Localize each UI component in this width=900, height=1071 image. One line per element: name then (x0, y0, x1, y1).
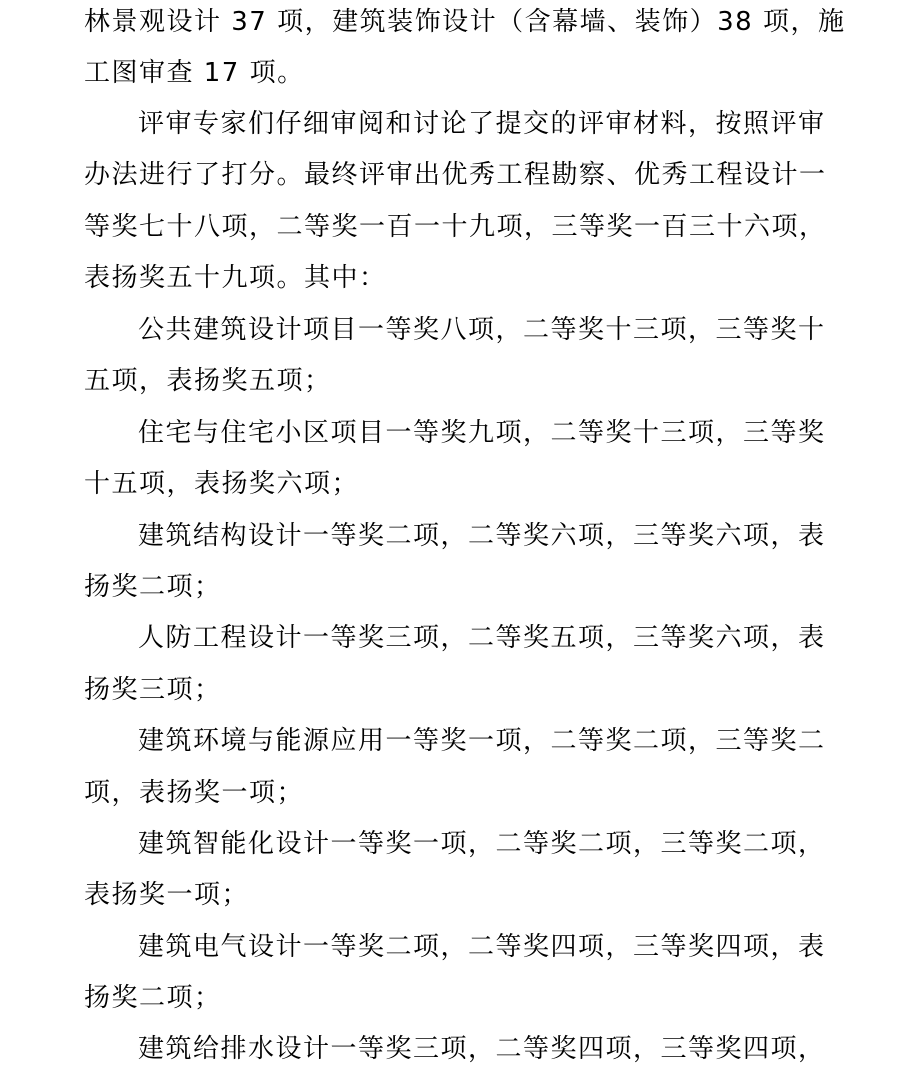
text-line: 表扬奖五十九项。其中： (84, 263, 387, 293)
text-line: 建筑智能化设计一等奖一项，二等奖二项，三等奖二项， (138, 829, 826, 859)
text-line: 建筑结构设计一等奖二项，二等奖六项，三等奖六项，表 (138, 521, 826, 551)
text-line: 扬奖二项； (84, 983, 222, 1013)
text-line: 表扬奖一项； (84, 880, 250, 910)
text-line: 建筑环境与能源应用一等奖一项，二等奖二项，三等奖二 (138, 726, 826, 756)
text-line: 办法进行了打分。最终评审出优秀工程勘察、优秀工程设计一 (84, 160, 827, 190)
text-line: 项，表扬奖一项； (84, 778, 305, 808)
text-line: 评审专家们仔细审阅和讨论了提交的评审材料，按照评审 (138, 109, 826, 139)
text-line: 扬奖二项； (84, 572, 222, 602)
text-line: 五项，表扬奖五项； (84, 366, 332, 396)
text-line: 建筑电气设计一等奖二项，二等奖四项，三等奖四项，表 (138, 932, 826, 962)
text-line: 扬奖三项； (84, 675, 222, 705)
text-line: 工图审查 17 项。 (84, 58, 305, 88)
text-line: 公共建筑设计项目一等奖八项，二等奖十三项，三等奖十 (138, 315, 826, 345)
text-line: 十五项，表扬奖六项； (84, 469, 360, 499)
text-line: 林景观设计 37 项，建筑装饰设计（含幕墙、装饰）38 项，施 (84, 7, 846, 37)
text-line: 住宅与住宅小区项目一等奖九项，二等奖十三项，三等奖 (138, 418, 826, 448)
text-line: 等奖七十八项，二等奖一百一十九项，三等奖一百三十六项， (84, 212, 827, 242)
text-line: 建筑给排水设计一等奖三项，二等奖四项，三等奖四项， (138, 1034, 826, 1064)
text-line: 人防工程设计一等奖三项，二等奖五项，三等奖六项，表 (138, 623, 826, 653)
